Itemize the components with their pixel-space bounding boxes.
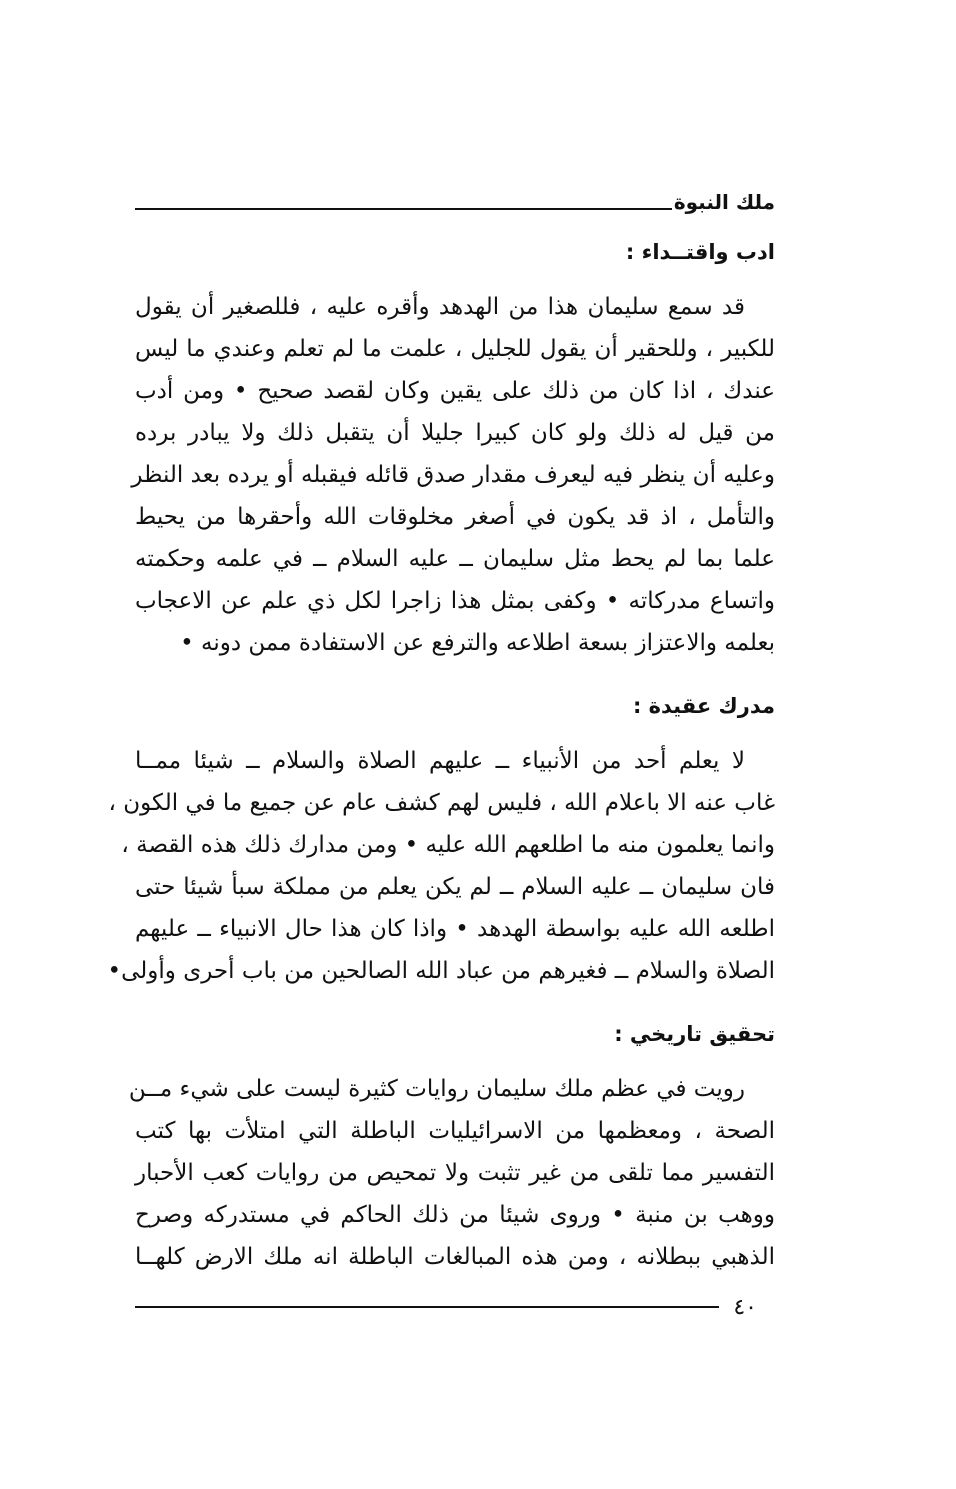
page-body — [107, 232, 776, 1278]
paragraph-adab — [131, 286, 776, 664]
text-line: رويت في عظم ملك سليمان روايات كثيرة ليست على شيء مــن — [128, 1076, 745, 1102]
text-line: فان سليمان ــ عليه السلام ــ لم يكن يعلم من مملكة سبأ شيئا حتى — [135, 874, 775, 900]
section-heading-tahqiq: تحقيق تاريخي : — [614, 1022, 775, 1046]
text-line: عندك ، اذا كان من ذلك على يقين وكان لقصد صحيح • ومن أدب — [135, 378, 775, 404]
text-line: للكبير ، وللحقير أن يقول للجليل ، علمت ما لم تعلم وعندي ما ليس — [135, 336, 776, 362]
text-line: قد سمع سليمان هذا من الهدهد وأقره عليه ، فللصغير أن يقول — [135, 294, 745, 320]
section-heading-madrak: مدرك عقيدة : — [632, 694, 775, 718]
text-line: علما بما لم يحط مثل سليمان ــ عليه السلام ــ في علمه وحكمته — [135, 546, 775, 572]
text-line: والتأمل ، اذ قد يكون في أصغر مخلوقات الله وأحقرها من يحيط — [135, 504, 775, 530]
text-line: اطلعه الله عليه بواسطة الهدهد • واذا كان هذا حال الانبياء ــ عليهم — [135, 916, 775, 942]
page-number: ٤٠ — [733, 1294, 757, 1320]
text-line: ووهب بن منبة • وروى شيئا من ذلك الحاكم في مستدركه وصرح — [135, 1202, 775, 1228]
footer-rule — [135, 1306, 719, 1308]
text-line: التفسير مما تلقى من غير تثبت ولا تمحيص من روايات كعب الأحبار — [135, 1160, 775, 1186]
text-line: وانما يعلمون منه ما اطلعهم الله عليه • ومن مدارك ذلك هذه القصة ، — [121, 832, 775, 858]
text-line: الذهبي ببطلانه ، ومن هذه المبالغات الباطلة انه ملك الارض كلهــا — [135, 1244, 775, 1270]
text-line: الصلاة والسلام ــ فغيرهم من عباد الله الصالحين من باب أحرى وأولى• — [107, 958, 775, 984]
text-line: لا يعلم أحد من الأنبياء ــ عليهم الصلاة والسلام ــ شيئا ممــا — [135, 748, 745, 774]
text-line: بعلمه والاعتزاز بسعة اطلاعه والترفع عن الاستفادة ممن دونه • — [180, 630, 775, 656]
text-line: غاب عنه الا باعلام الله ، فليس لهم كشف عام عن جميع ما في الكون ، — [108, 790, 775, 816]
text-line: من قيل له ذلك ولو كان كبيرا جليلا أن يتقبل ذلك ولا يبادر برده — [135, 420, 775, 446]
paragraph-madrak — [107, 740, 775, 992]
text-line: وعليه أن ينظر فيه ليعرف مقدار صدق قائله فيقبله أو يرده بعد النظر — [131, 462, 775, 488]
section-heading-adab: ادب واقتــداء : — [625, 240, 775, 264]
page-footer — [135, 1292, 775, 1322]
paragraph-tahqiq — [128, 1068, 775, 1278]
text-line: واتساع مدركاته • وكفى بمثل هذا زاجرا لكل ذي علم عن الاعجاب — [135, 588, 775, 614]
running-header — [135, 178, 775, 212]
running-title: ملك النبوة — [673, 190, 775, 214]
text-line: الصحة ، ومعظمها من الاسرائيليات الباطلة التي امتلأت بها كتب — [135, 1118, 775, 1144]
header-rule — [135, 208, 672, 210]
